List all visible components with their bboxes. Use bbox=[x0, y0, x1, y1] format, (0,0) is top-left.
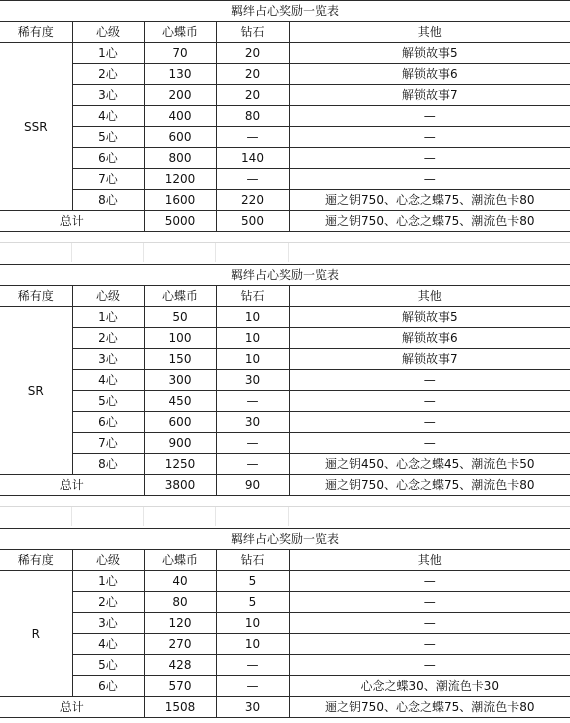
rarity-cell: SSR bbox=[0, 43, 72, 211]
level-cell: 6心 bbox=[72, 676, 144, 697]
coins-cell: 1600 bbox=[144, 190, 216, 211]
table-row bbox=[0, 412, 570, 433]
level-cell: 3心 bbox=[72, 85, 144, 106]
diamonds-cell: — bbox=[216, 127, 289, 148]
total-coins: 3800 bbox=[144, 475, 216, 496]
table-row bbox=[0, 634, 570, 655]
header-other: 其他 bbox=[289, 550, 570, 571]
other-cell: — bbox=[289, 592, 570, 613]
level-cell: 8心 bbox=[72, 190, 144, 211]
level-cell: 7心 bbox=[72, 433, 144, 454]
header-level: 心级 bbox=[72, 550, 144, 571]
table-row bbox=[0, 349, 570, 370]
header-rarity: 稀有度 bbox=[0, 550, 72, 571]
table-row bbox=[0, 613, 570, 634]
coins-cell: 70 bbox=[144, 43, 216, 64]
diamonds-cell: 20 bbox=[216, 85, 289, 106]
other-cell: 解锁故事6 bbox=[289, 328, 570, 349]
table-row bbox=[0, 307, 570, 328]
diamonds-cell: 5 bbox=[216, 592, 289, 613]
level-cell: 2心 bbox=[72, 592, 144, 613]
header-other: 其他 bbox=[289, 22, 570, 43]
coins-cell: 600 bbox=[144, 412, 216, 433]
table-row bbox=[0, 127, 570, 148]
diamonds-cell: — bbox=[216, 433, 289, 454]
header-rarity: 稀有度 bbox=[0, 22, 72, 43]
other-cell: — bbox=[289, 571, 570, 592]
table-row bbox=[0, 85, 570, 106]
level-cell: 1心 bbox=[72, 571, 144, 592]
table-row bbox=[0, 454, 570, 475]
coins-cell: 400 bbox=[144, 106, 216, 127]
table-row bbox=[0, 433, 570, 454]
other-cell: — bbox=[289, 370, 570, 391]
level-cell: 1心 bbox=[72, 307, 144, 328]
coins-cell: 300 bbox=[144, 370, 216, 391]
other-cell: — bbox=[289, 433, 570, 454]
level-cell: 3心 bbox=[72, 613, 144, 634]
other-cell: — bbox=[289, 169, 570, 190]
coins-cell: 40 bbox=[144, 571, 216, 592]
header-level: 心级 bbox=[72, 22, 144, 43]
table-row bbox=[0, 370, 570, 391]
coins-cell: 600 bbox=[144, 127, 216, 148]
total-label: 总计 bbox=[0, 211, 144, 232]
rarity-cell: R bbox=[0, 571, 72, 697]
diamonds-cell: 10 bbox=[216, 307, 289, 328]
level-cell: 2心 bbox=[72, 64, 144, 85]
rarity-cell: SR bbox=[0, 307, 72, 475]
table-row bbox=[0, 64, 570, 85]
diamonds-cell: 80 bbox=[216, 106, 289, 127]
other-cell: — bbox=[289, 148, 570, 169]
coins-cell: 120 bbox=[144, 613, 216, 634]
table-title: 羁绊占心奖励一览表 bbox=[0, 529, 570, 550]
other-cell: — bbox=[289, 391, 570, 412]
total-coins: 1508 bbox=[144, 697, 216, 718]
table-title: 羁绊占心奖励一览表 bbox=[0, 1, 570, 22]
total-diamonds: 90 bbox=[216, 475, 289, 496]
other-cell: — bbox=[289, 634, 570, 655]
table-row bbox=[0, 43, 570, 64]
diamonds-cell: — bbox=[216, 391, 289, 412]
coins-cell: 50 bbox=[144, 307, 216, 328]
table-row bbox=[0, 391, 570, 412]
header-row bbox=[0, 286, 570, 307]
other-cell: — bbox=[289, 655, 570, 676]
total-diamonds: 500 bbox=[216, 211, 289, 232]
other-cell: 心念之蝶30、潮流色卡30 bbox=[289, 676, 570, 697]
header-diamonds: 钻石 bbox=[216, 22, 289, 43]
coins-cell: 100 bbox=[144, 328, 216, 349]
other-cell: 解锁故事6 bbox=[289, 64, 570, 85]
coins-cell: 800 bbox=[144, 148, 216, 169]
coins-cell: 150 bbox=[144, 349, 216, 370]
total-diamonds: 30 bbox=[216, 697, 289, 718]
level-cell: 6心 bbox=[72, 148, 144, 169]
level-cell: 8心 bbox=[72, 454, 144, 475]
table-row bbox=[0, 106, 570, 127]
other-cell: — bbox=[289, 613, 570, 634]
level-cell: 6心 bbox=[72, 412, 144, 433]
diamonds-cell: 10 bbox=[216, 328, 289, 349]
total-other: 逦之钥750、心念之蝶75、潮流色卡80 bbox=[289, 211, 570, 232]
diamonds-cell: 20 bbox=[216, 43, 289, 64]
header-coins: 心蝶币 bbox=[144, 550, 216, 571]
coins-cell: 1200 bbox=[144, 169, 216, 190]
header-row bbox=[0, 22, 570, 43]
reward-table-r bbox=[0, 528, 570, 718]
total-coins: 5000 bbox=[144, 211, 216, 232]
other-cell: 解锁故事5 bbox=[289, 307, 570, 328]
level-cell: 5心 bbox=[72, 127, 144, 148]
coins-cell: 130 bbox=[144, 64, 216, 85]
other-cell: — bbox=[289, 106, 570, 127]
total-row bbox=[0, 211, 570, 232]
header-coins: 心蝶币 bbox=[144, 22, 216, 43]
table-spacer bbox=[0, 506, 570, 526]
total-row bbox=[0, 697, 570, 718]
coins-cell: 570 bbox=[144, 676, 216, 697]
diamonds-cell: 10 bbox=[216, 613, 289, 634]
other-cell: — bbox=[289, 412, 570, 433]
title-row bbox=[0, 1, 570, 22]
table-row bbox=[0, 592, 570, 613]
diamonds-cell: 10 bbox=[216, 349, 289, 370]
level-cell: 4心 bbox=[72, 370, 144, 391]
diamonds-cell: — bbox=[216, 676, 289, 697]
table-row bbox=[0, 571, 570, 592]
table-spacer bbox=[0, 242, 570, 262]
table-title: 羁绊占心奖励一览表 bbox=[0, 265, 570, 286]
total-other: 逦之钥750、心念之蝶75、潮流色卡80 bbox=[289, 475, 570, 496]
header-coins: 心蝶币 bbox=[144, 286, 216, 307]
title-row bbox=[0, 265, 570, 286]
other-cell: — bbox=[289, 127, 570, 148]
title-row bbox=[0, 529, 570, 550]
other-cell: 解锁故事5 bbox=[289, 43, 570, 64]
header-diamonds: 钻石 bbox=[216, 286, 289, 307]
coins-cell: 200 bbox=[144, 85, 216, 106]
table-row bbox=[0, 676, 570, 697]
table-row bbox=[0, 328, 570, 349]
level-cell: 3心 bbox=[72, 349, 144, 370]
other-cell: 解锁故事7 bbox=[289, 85, 570, 106]
table-row bbox=[0, 169, 570, 190]
other-cell: 逦之钥750、心念之蝶75、潮流色卡80 bbox=[289, 190, 570, 211]
coins-cell: 450 bbox=[144, 391, 216, 412]
total-row bbox=[0, 475, 570, 496]
diamonds-cell: 30 bbox=[216, 370, 289, 391]
coins-cell: 900 bbox=[144, 433, 216, 454]
total-label: 总计 bbox=[0, 697, 144, 718]
diamonds-cell: 5 bbox=[216, 571, 289, 592]
total-other: 逦之钥750、心念之蝶75、潮流色卡80 bbox=[289, 697, 570, 718]
header-row bbox=[0, 550, 570, 571]
table-row bbox=[0, 190, 570, 211]
coins-cell: 270 bbox=[144, 634, 216, 655]
level-cell: 1心 bbox=[72, 43, 144, 64]
coins-cell: 80 bbox=[144, 592, 216, 613]
level-cell: 5心 bbox=[72, 655, 144, 676]
diamonds-cell: — bbox=[216, 169, 289, 190]
reward-table-sr bbox=[0, 264, 570, 496]
level-cell: 2心 bbox=[72, 328, 144, 349]
diamonds-cell: 20 bbox=[216, 64, 289, 85]
header-level: 心级 bbox=[72, 286, 144, 307]
diamonds-cell: 30 bbox=[216, 412, 289, 433]
table-row bbox=[0, 148, 570, 169]
level-cell: 7心 bbox=[72, 169, 144, 190]
level-cell: 4心 bbox=[72, 106, 144, 127]
header-rarity: 稀有度 bbox=[0, 286, 72, 307]
header-other: 其他 bbox=[289, 286, 570, 307]
diamonds-cell: 220 bbox=[216, 190, 289, 211]
table-row bbox=[0, 655, 570, 676]
other-cell: 解锁故事7 bbox=[289, 349, 570, 370]
diamonds-cell: 140 bbox=[216, 148, 289, 169]
total-label: 总计 bbox=[0, 475, 144, 496]
level-cell: 4心 bbox=[72, 634, 144, 655]
diamonds-cell: 10 bbox=[216, 634, 289, 655]
coins-cell: 1250 bbox=[144, 454, 216, 475]
header-diamonds: 钻石 bbox=[216, 550, 289, 571]
coins-cell: 428 bbox=[144, 655, 216, 676]
level-cell: 5心 bbox=[72, 391, 144, 412]
diamonds-cell: — bbox=[216, 655, 289, 676]
other-cell: 逦之钥450、心念之蝶45、潮流色卡50 bbox=[289, 454, 570, 475]
diamonds-cell: — bbox=[216, 454, 289, 475]
reward-table-ssr bbox=[0, 0, 570, 232]
